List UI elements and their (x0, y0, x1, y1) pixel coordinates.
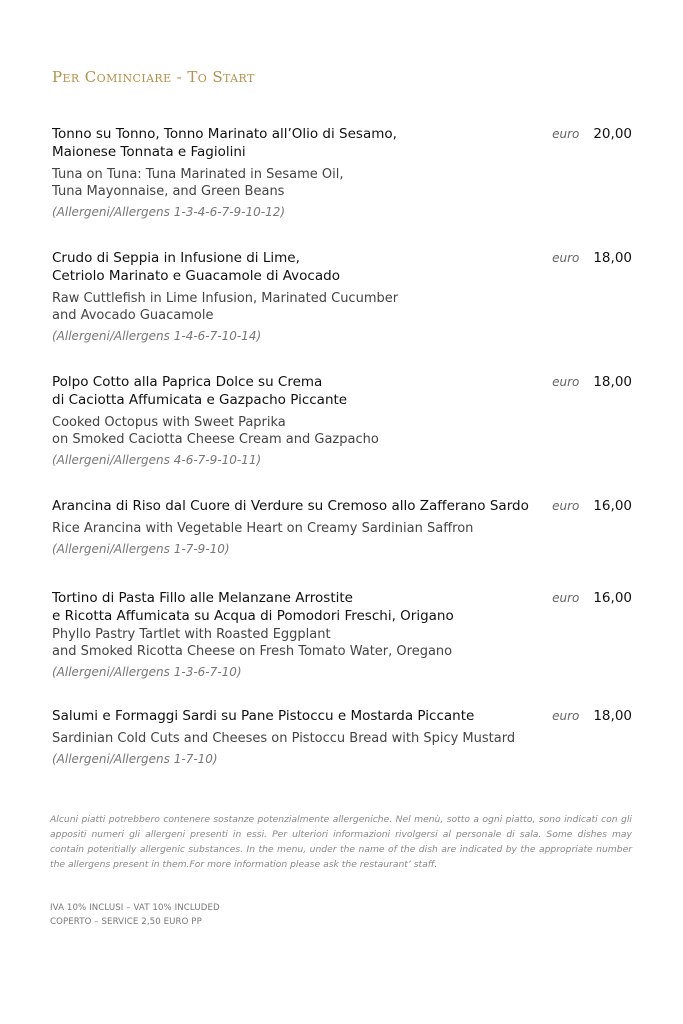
allergen-note: Alcuni piatti potrebbero contenere sostanze potenzialmente allergeniche. Nel menù, sotto a ogni piatto, sono indicati con gli appositi numeri gli allergeni presenti in essi. Per ulteriori informazioni rivolgersi al personale di sala. Some dishes may contain potentially allergenic substances. In the menu, under the name of the dish are indicated by the appropriate number the allergens present in them.For more information please ask the restaurant’ staff. (50, 814, 632, 870)
item-price: euro 18,00 (552, 374, 632, 390)
currency-label: euro (552, 499, 580, 513)
service-line: COPERTO – SERVICE 2,50 EURO PP (50, 917, 202, 927)
item-price: euro 18,00 (552, 250, 632, 266)
item-description: Raw Cuttlefish in Lime Infusion, Marinated Cucumber and Avocado Guacamole (52, 291, 399, 323)
item-allergens: (Allergeni/Allergens 1-3-6-7-10) (52, 665, 242, 679)
menu-item (52, 707, 634, 768)
currency-label: euro (552, 591, 580, 605)
currency-label: euro (552, 127, 580, 141)
menu-item (52, 497, 634, 558)
item-title: Crudo di Seppia in Infusione di Lime, Cetriolo Marinato e Guacamole di Avocado (52, 250, 340, 284)
currency-label: euro (552, 375, 580, 389)
item-title: Salumi e Formaggi Sardi su Pane Pistoccu e Mostarda Piccante (52, 708, 475, 724)
menu-item (52, 125, 634, 221)
currency-label: euro (552, 709, 580, 723)
menu-item (52, 249, 634, 345)
item-allergens: (Allergeni/Allergens 4-6-7-9-10-11) (52, 453, 262, 467)
item-description: Rice Arancina with Vegetable Heart on Creamy Sardinian Saffron (52, 521, 474, 536)
item-allergens: (Allergeni/Allergens 1-3-4-6-7-9-10-12) (52, 205, 286, 219)
item-description: Phyllo Pastry Tartlet with Roasted Eggplant and Smoked Ricotta Cheese on Fresh Tomato Water, Oregano (52, 627, 453, 659)
item-allergens: (Allergeni/Allergens 1-4-6-7-10-14) (52, 329, 262, 343)
section-title: Per Cominciare - To Start (52, 68, 255, 86)
item-allergens: (Allergeni/Allergens 1-7-10) (52, 752, 218, 766)
item-price: euro 18,00 (552, 708, 632, 724)
item-title: Polpo Cotto alla Paprica Dolce su Crema di Caciotta Affumicata e Gazpacho Piccante (52, 374, 348, 408)
item-description: Cooked Octopus with Sweet Paprika on Smoked Caciotta Cheese Cream and Gazpacho (52, 415, 379, 447)
item-title: Tonno su Tonno, Tonno Marinato all’Olio di Sesamo, Maionese Tonnata e Fagiolini (52, 126, 397, 160)
vat-line: IVA 10% INCLUSI – VAT 10% INCLUDED (50, 903, 220, 913)
vat-service-info (50, 901, 220, 929)
item-description: Tuna on Tuna: Tuna Marinated in Sesame Oil, Tuna Mayonnaise, and Green Beans (52, 167, 344, 199)
item-price: euro 20,00 (552, 126, 632, 142)
item-title: Tortino di Pasta Fillo alle Melanzane Arrostite e Ricotta Affumicata su Acqua di Pomodori Freschi, Origano (52, 590, 454, 624)
item-price: euro 16,00 (552, 498, 632, 514)
item-allergens: (Allergeni/Allergens 1-7-9-10) (52, 542, 230, 556)
currency-label: euro (552, 251, 580, 265)
item-description: Sardinian Cold Cuts and Cheeses on Pistoccu Bread with Spicy Mustard (52, 731, 516, 746)
item-price: euro 16,00 (552, 590, 632, 606)
item-title: Arancina di Riso dal Cuore di Verdure su Cremoso allo Zafferano Sardo (52, 498, 529, 514)
menu-item (52, 589, 634, 681)
menu-item (52, 373, 634, 469)
